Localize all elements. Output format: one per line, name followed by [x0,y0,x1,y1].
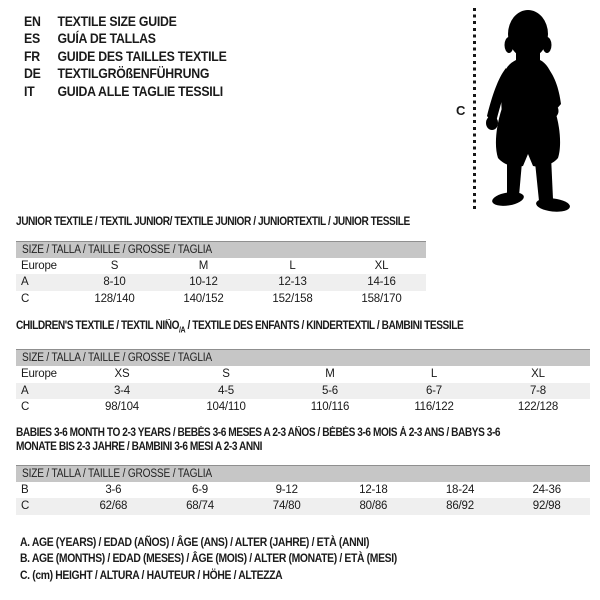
babies-textile-table [16,426,590,515]
guide-title: TEXTILE SIZE GUIDE [57,12,177,29]
table-cell: L [430,368,438,381]
table-cell: 158/170 [361,292,402,305]
table-cell: 4-5 [217,384,235,397]
table-title: BABIES 3-6 MONTH TO 2-3 YEARS / BEBÉS 3-6 MESES A 2-3 AÑOS / BÉBÉS 3-6 MOIS À 2-3 ANS / BABYS 3-6 MONATE BIS 2-3 JAHRE / BAMBINI 3-6 MESI A 2-3 ANNI [16,427,501,453]
size-header-label: SIZE / TALLA / TAILLE / GRÖSSE / TAGLIA [22,244,212,256]
size-header-row [16,349,590,366]
table-cell: 12-18 [359,484,388,497]
table-body [16,482,590,515]
language-row-de [24,65,227,83]
guide-title: TEXTILGRÖßENFÜHRUNG [57,65,210,82]
table-cell: M [325,368,335,381]
table-row-age [16,274,426,290]
table-cell: 24-36 [532,484,561,497]
size-header-row [16,465,590,482]
table-cell: 140/152 [183,292,224,305]
table-cell: XL [531,368,545,381]
table-row-height [16,291,426,307]
table-cell: L [289,260,296,273]
childrens-textile-table [16,319,590,415]
language-row-it [24,82,227,100]
size-header-label: SIZE / TALLA / TAILLE / GRÖSSE / TAGLIA [22,468,212,480]
row-label: A [21,384,29,397]
table-cell: 128/140 [94,292,135,305]
table-cell: 110/116 [310,401,350,414]
table-row-height [16,399,590,415]
table-cell: 6-7 [425,384,443,397]
legend-line-age-years: A. AGE (YEARS) / EDAD (AÑOS) / ÂGE (ANS) / ALTER (JAHRE) / ETÀ (ANNI) [20,535,370,549]
language-row-es [24,30,227,48]
row-label: Europe [21,368,57,381]
row-label: Europe [21,260,57,273]
table-row-europe [16,258,426,274]
table-body [16,366,590,415]
row-label: B [21,484,29,497]
language-row-fr [24,47,227,65]
legend-line-age-months: B. AGE (MONTHS) / EDAD (MESES) / ÂGE (MOIS) / ALTER (MONATE) / ETÀ (MESI) [20,551,397,566]
table-cell: 7-8 [529,384,547,397]
row-label: C [21,292,30,305]
language-code: EN [24,12,41,29]
guide-title: GUÍA DE TALLAS [57,30,156,47]
table-cell: 68/74 [186,500,214,513]
table-row-europe [16,366,590,382]
row-label: C [21,401,30,414]
table-cell: 6-9 [191,484,209,497]
figure-height-label: C [456,103,466,118]
table-row-age [16,383,590,399]
legend-line-height: C. (cm) HEIGHT / ALTURA / HAUTEUR / HÖHE / ALTEZZA [20,567,283,582]
table-cell: 18-24 [445,484,475,497]
language-code: ES [24,30,40,47]
table-cell: 14-16 [367,276,396,289]
table-row-age-months [16,482,590,498]
language-title-list [24,12,254,100]
table-cell: 116/122 [414,401,454,414]
table-cell: XS [114,368,130,381]
table-cell: 5-6 [321,384,339,397]
table-title-text: / TEXTILE DES ENFANTS / KINDERTEXTIL / BAMBINI TESSILE [185,320,464,332]
table-cell: 12-13 [278,276,307,289]
table-row-height [16,498,590,514]
guide-title: GUIDE DES TAILLES TEXTILE [57,47,227,64]
table-title [16,319,521,337]
size-header-row [16,241,426,258]
language-code: IT [24,82,35,99]
height-measure-dotted-line [473,8,476,209]
size-header-label: SIZE / TALLA / TAILLE / GRÖSSE / TAGLIA [22,352,212,365]
row-label: C [21,500,30,513]
table-title: JUNIOR TEXTILE / TEXTIL JUNIOR/ TEXTILE JUNIOR / JUNIORTEXTIL / JUNIOR TESSILE [16,216,410,228]
legend [20,534,448,583]
table-cell: S [222,368,230,381]
table-cell: 8-10 [103,276,126,289]
table-cell: 3-6 [105,484,122,497]
table-title-subscript: /A [179,325,186,335]
language-code: DE [24,65,41,82]
table-cell: 80/86 [359,500,388,513]
table-cell: 122/128 [517,401,559,414]
table-cell: 92/98 [532,500,561,513]
language-row-en [24,12,227,30]
table-cell: M [198,260,209,273]
table-title-text: CHILDREN'S TEXTILE / TEXTIL NIÑO [16,320,180,332]
table-cell: 152/158 [272,292,313,305]
table-cell: S [110,260,119,273]
guide-title: GUIDA ALLE TAGLIE TESSILI [57,82,223,99]
table-cell: 104/110 [206,401,246,414]
table-cell: 62/68 [99,500,128,513]
toddler-silhouette-icon [484,8,576,212]
language-code: FR [24,47,40,64]
table-cell: XL [374,260,389,273]
junior-textile-table [16,215,426,307]
table-body [16,258,426,307]
table-cell: 74/80 [272,500,301,513]
table-cell: 3-4 [113,384,131,397]
table-cell: 86/92 [446,500,474,513]
table-cell: 98/104 [105,401,139,414]
table-cell: 10-12 [189,276,218,289]
table-cell: 9-12 [275,484,298,497]
row-label: A [21,276,29,289]
